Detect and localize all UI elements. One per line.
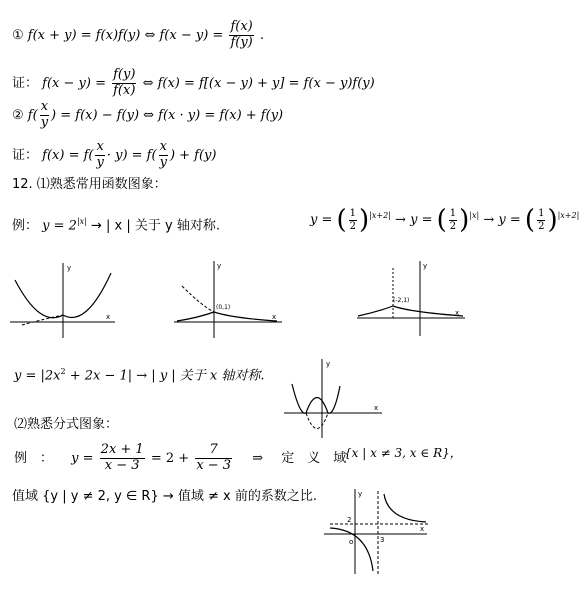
point-label-0-1: (0,1) — [216, 304, 231, 311]
example-line-3 — [14, 443, 346, 474]
chain-y-1: y = — [310, 212, 333, 228]
formula-line-1 — [12, 20, 264, 51]
proof-1-left: f(x − y) = — [42, 75, 111, 91]
y-axis-label: y — [67, 264, 72, 272]
chain-arrow-2: → — [483, 212, 495, 228]
x-axis-label: x — [106, 313, 111, 321]
formula-2-rest: ) = f(x) − f(y) ⇔ f(x · y) = f(x) + f(y) — [51, 107, 284, 123]
example-label-1: 例： — [12, 218, 39, 234]
fraction-denominator: 2 — [538, 220, 545, 232]
example-line-2 — [14, 368, 265, 382]
section-fraction-graphs: ⑵熟悉分式图象： — [14, 417, 119, 432]
section-heading-12: 12. ⑴熟悉常用函数图象： — [12, 177, 167, 192]
x-axis-label: x — [374, 404, 379, 412]
y-axis-label: y — [326, 360, 331, 368]
chain-half-1 — [349, 208, 357, 232]
proof-label-1: 证： — [12, 75, 39, 91]
x-axis-label: x — [420, 525, 425, 533]
proof-1-right: ⇔ f(x) = f[(x − y) + y] = f(x − y)f(y) — [142, 75, 375, 91]
example-3-domain-set: {x | x ≠ 3, x ∈ R}， — [344, 446, 462, 460]
proof-2-b: · y) = f( — [106, 147, 157, 163]
proof-2-c: ) + f(y) — [169, 147, 217, 163]
y-axis-label: y — [217, 262, 222, 270]
proof-label-2: 证： — [12, 147, 39, 163]
chain-exp-3: |x+2| — [557, 211, 579, 221]
example-1-expr: y = 2 — [42, 218, 77, 234]
fraction-denominator: y — [40, 114, 49, 130]
fraction-numerator: x — [96, 139, 104, 154]
example-2-rest: + 2x − 1| → | y | 关于 x 轴对称. — [65, 368, 265, 384]
example-3-lhs: y = — [71, 450, 94, 466]
chain-half-3 — [537, 208, 545, 232]
fraction-numerator: x — [40, 99, 49, 114]
example-3-mid: = 2 + — [150, 450, 190, 466]
formula-line-2 — [12, 100, 283, 131]
y-axis-label: y — [358, 490, 363, 498]
proof-2-fraction-1 — [95, 140, 104, 171]
fraction-denominator: x − 3 — [196, 457, 232, 473]
proof-line-1 — [12, 68, 375, 99]
example-1-arrow-text: → | x | 关于 y 轴对称. — [90, 218, 220, 234]
chain-y-2: y = — [410, 212, 433, 228]
graph-2-abs-x — [10, 258, 120, 338]
formula-2-f: f( — [27, 107, 38, 123]
example-3-fraction-2 — [195, 443, 232, 474]
graph-half-abs-x-plus-2 — [355, 256, 470, 336]
graph-half-abs-x — [172, 258, 287, 338]
fraction-denominator: 2 — [349, 220, 357, 232]
asymptote-y-label: 2 — [347, 516, 352, 524]
example-line-1 — [12, 218, 220, 232]
chain-y-3: y = — [498, 212, 521, 228]
fraction-denominator: f(y) — [230, 34, 253, 50]
half-power-chain: y = ( $\frac{1}{2}$ )$^{|x+2|}$ → y = ( $\frac{1}{2}$ )$^{|x|}$ → y = ( $\frac{1}{2}$ )$^{|x+2|}$ — [310, 205, 579, 235]
x-axis-label: x — [455, 309, 460, 317]
proof-2-a: f(x) = f( — [42, 147, 94, 163]
fraction-numerator: 1 — [538, 208, 545, 219]
range-line: 值域 {y | y ≠ 2, y ∈ R} → 值域 ≠ x 前的系数之比. — [12, 489, 317, 504]
formula-1-fraction — [229, 20, 253, 51]
fraction-numerator: 1 — [349, 208, 357, 219]
example-3-implies: ⇒ — [252, 450, 264, 466]
formula-1-end: . — [259, 27, 265, 43]
fraction-denominator: 2 — [449, 220, 457, 232]
fraction-numerator: f(y) — [113, 67, 136, 82]
chain-exp-1: |x+2| — [369, 211, 391, 221]
asymptote-x-label: 3 — [380, 536, 385, 544]
formula-1-left: f(x + y) = f(x)f(y) ⇔ f(x − y) = — [27, 27, 228, 43]
circled-marker-2: ② — [12, 107, 24, 123]
example-2-square: 2 — [60, 367, 66, 376]
fraction-numerator: 7 — [195, 443, 232, 459]
formula-2-fraction — [40, 100, 49, 131]
fraction-numerator: f(x) — [230, 19, 253, 34]
proof-1-fraction — [112, 68, 136, 99]
example-3-domain-word: 定 义 域 — [281, 450, 347, 466]
graph-hyperbola — [322, 486, 437, 576]
point-label-neg2-1: (-2,1) — [393, 297, 410, 304]
example-1-exponent: |x| — [76, 217, 87, 226]
proof-2-fraction-2 — [159, 140, 168, 171]
fraction-numerator: x — [159, 139, 167, 154]
x-axis-label: x — [272, 313, 277, 321]
fraction-denominator: x − 3 — [104, 457, 140, 473]
circled-marker-1: ① — [12, 27, 24, 43]
graph-abs-quadratic — [282, 356, 392, 441]
proof-line-2 — [12, 140, 216, 171]
fraction-denominator: y — [159, 154, 167, 170]
chain-arrow-1: → — [395, 212, 406, 228]
chain-half-2 — [449, 208, 457, 232]
fraction-numerator: 1 — [449, 208, 457, 219]
example-3-fraction-1 — [100, 443, 145, 474]
example-2-expr: y = |2x — [14, 368, 61, 384]
fraction-denominator: f(x) — [113, 82, 136, 98]
example-label-3: 例 ： — [14, 450, 54, 466]
y-axis-label: y — [423, 262, 428, 270]
fraction-numerator: 2x + 1 — [100, 442, 144, 457]
fraction-denominator: y — [96, 154, 104, 170]
origin-label: o — [349, 538, 354, 546]
chain-exp-2: |x| — [469, 211, 480, 221]
